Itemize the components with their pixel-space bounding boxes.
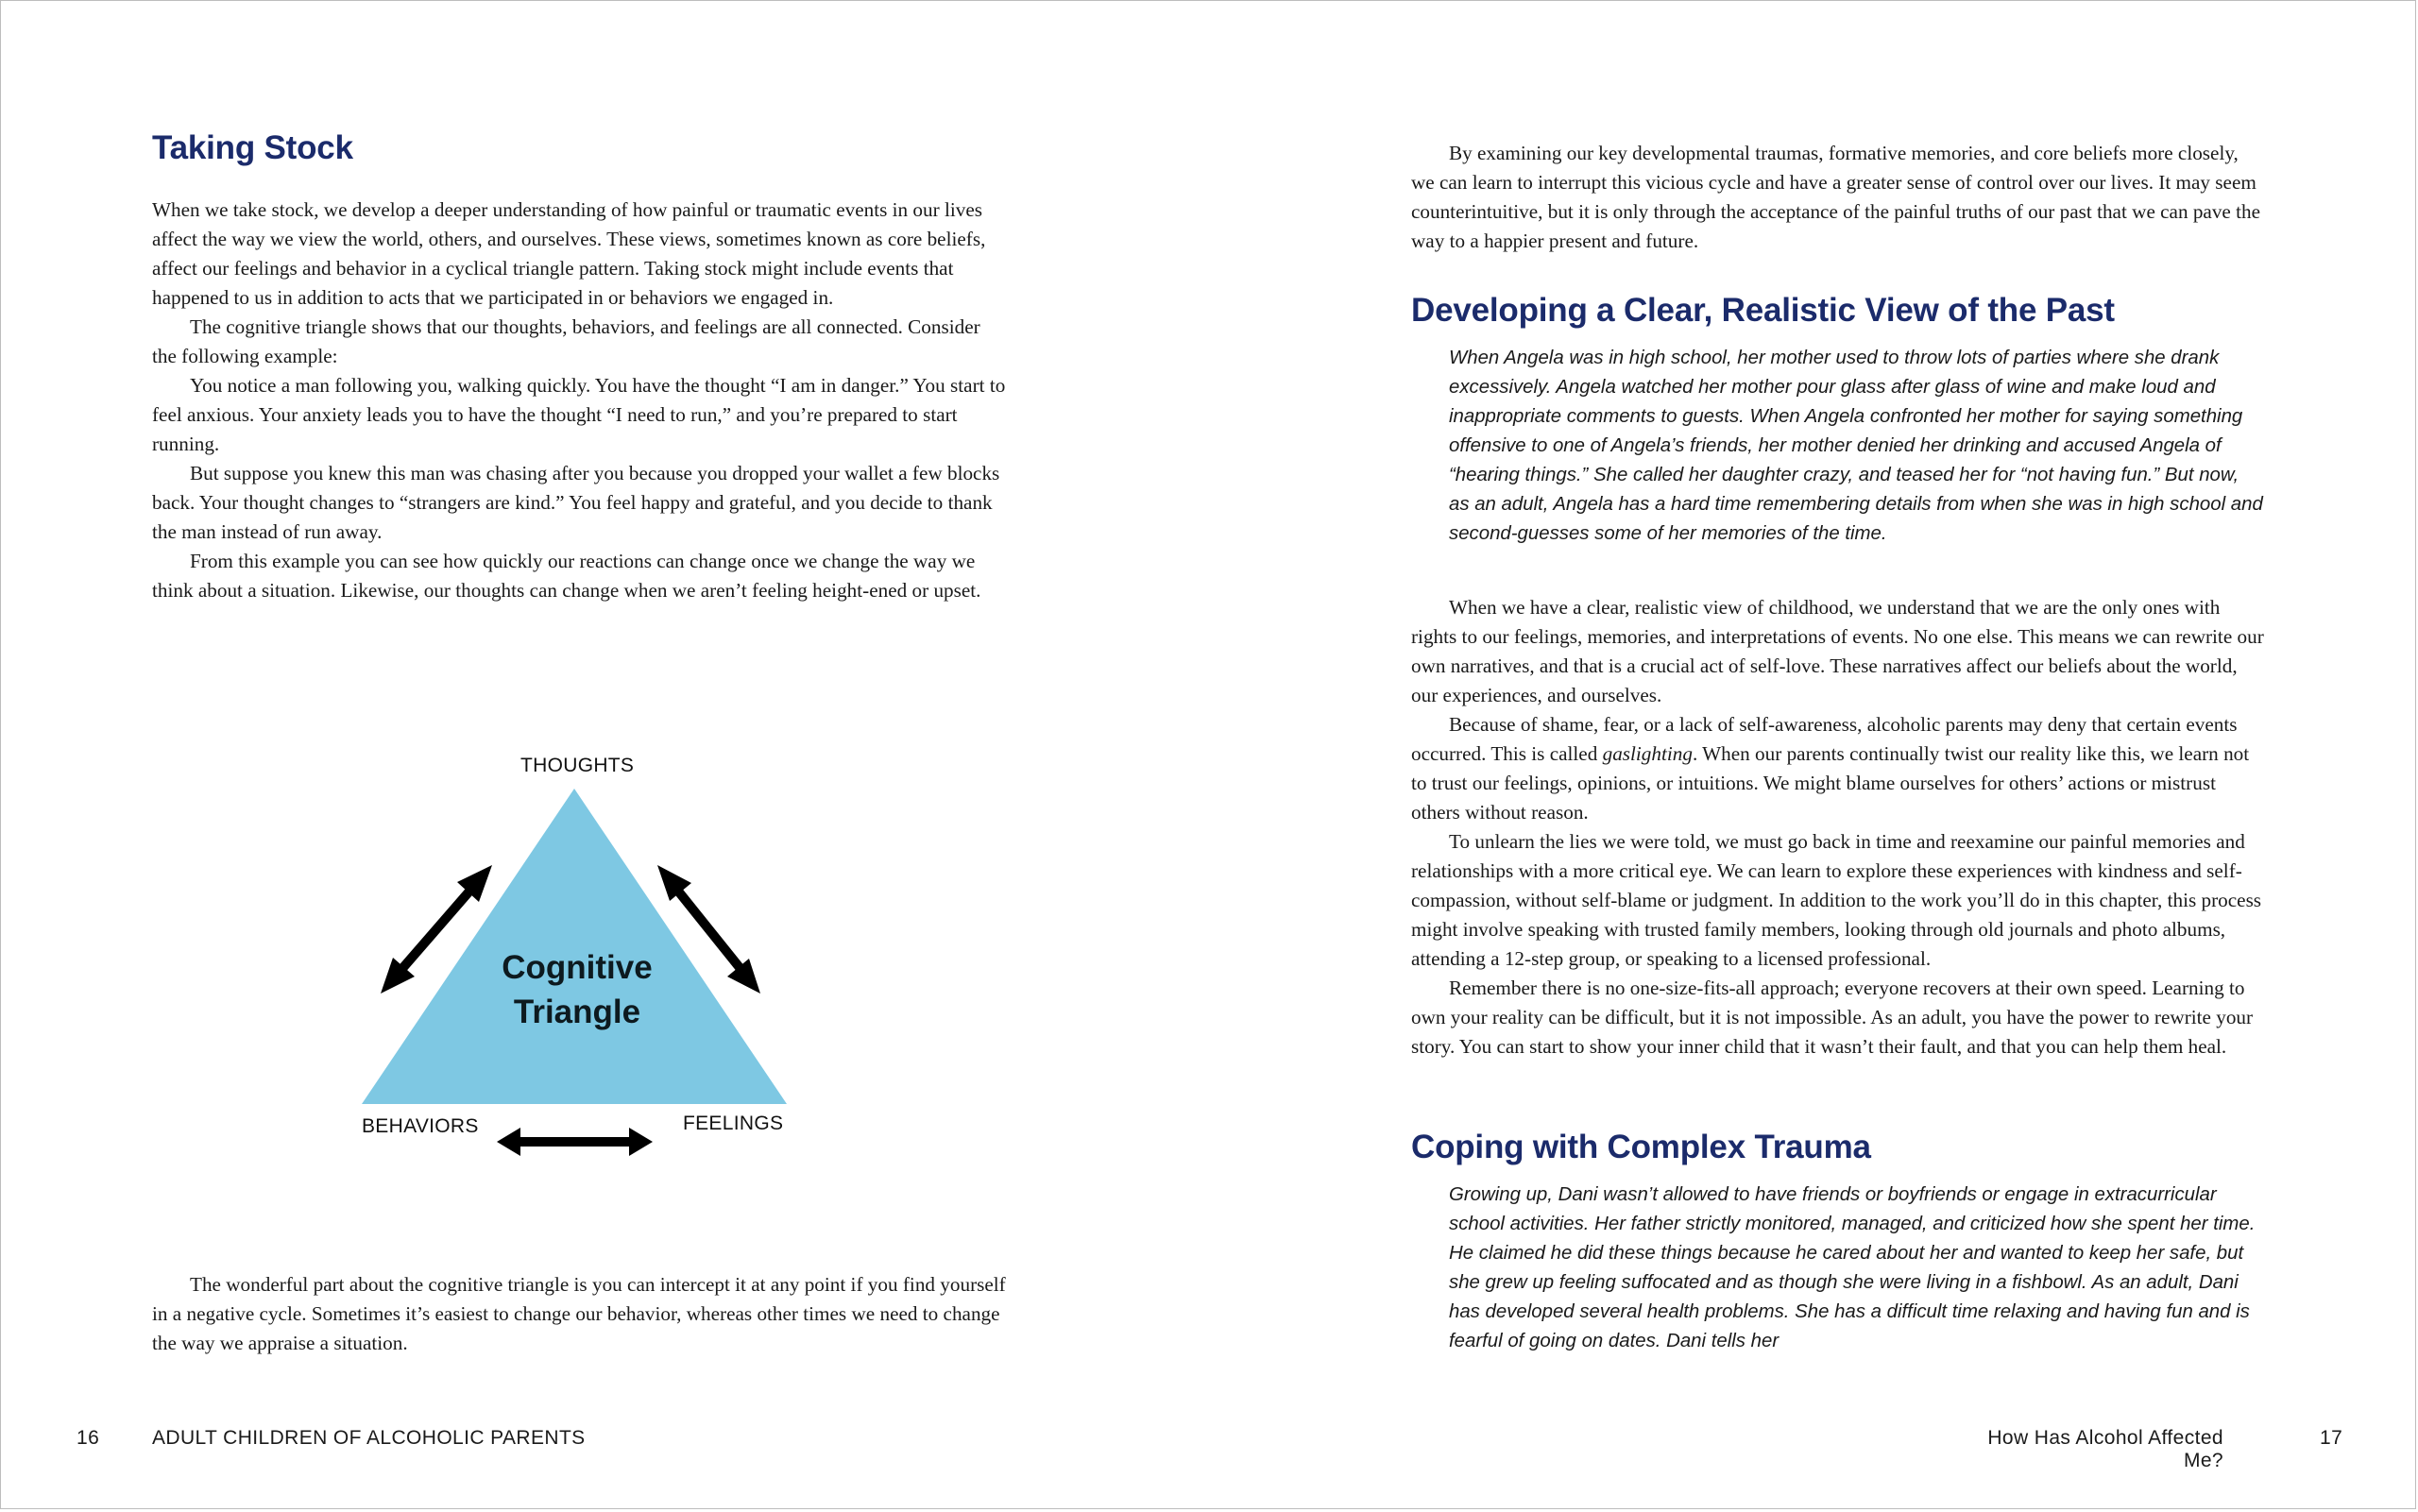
diagram-center-label bbox=[445, 945, 709, 1034]
heading-taking-stock: Taking Stock bbox=[152, 129, 353, 166]
text-run: Because of shame, fear, or a lack of self-awareness, alcoholic parents may deny that certain events occurred. This is called bbox=[1411, 713, 2238, 765]
footer-page-number-right: 17 bbox=[2320, 1427, 2343, 1449]
paragraph: But suppose you knew this man was chasing after you because you dropped your wallet a few blocks back. Your thought changes to “strangers are kind.” You feel happy and grateful, and you decide to thank the man instead of run away. bbox=[152, 462, 1000, 543]
paragraph: From this example you can see how quickly our reactions can change once we change the way we think about a situation. Likewise, our thoughts can change when we aren’t feeling height-ened or upset. bbox=[152, 550, 981, 602]
text-run: . When our parents continually twist our reality like this, we learn not to trust our feelings, opinions, or intuitions. We might blame ourselves for others’ actions or mistrust others without reason. bbox=[1411, 742, 2250, 824]
paragraph: When we have a clear, realistic view of childhood, we understand that we are the only ones with rights to our feelings, memories, and interpretations of events. No one else. This means we can rewrite our own narratives, and that is a crucial act of self-love. These narratives affect our beliefs about the world, our experiences, and ourselves. bbox=[1411, 596, 2264, 706]
paragraph: To unlearn the lies we were told, we must go back in time and reexamine our painful memories and relationships with a more critical eye. We can learn to explore these experiences with kindness and self-compassion, without self-blame or judgment. In addition to the work you’ll do in this chapter, this process might involve speaking with trusted family members, looking through old journals and photo albums, attending a 12-step group, or speaking to a licensed professional. bbox=[1411, 830, 2262, 970]
footer-page-number-left: 16 bbox=[77, 1427, 100, 1449]
center-label-line1: Cognitive bbox=[502, 949, 653, 986]
right-page bbox=[1411, 1, 2343, 1512]
label-feelings: FEELINGS bbox=[683, 1113, 784, 1134]
label-thoughts: THOUGHTS bbox=[520, 755, 635, 776]
left-page bbox=[77, 1, 1007, 1512]
footer-book-title: ADULT CHILDREN OF ALCOHOLIC PARENTS bbox=[152, 1427, 586, 1449]
case-study-dani bbox=[1449, 1181, 2263, 1356]
label-behaviors: BEHAVIORS bbox=[362, 1115, 479, 1137]
paragraph: The wonderful part about the cognitive triangle is you can intercept it at any point if you find yourself in a negative cycle. Sometimes it’s easiest to change our behavior, whereas other times we need to change the way we appraise a situation. bbox=[152, 1273, 1006, 1354]
paragraph bbox=[1411, 710, 2266, 827]
case-text: Growing up, Dani wasn’t allowed to have friends or boyfriends or engage in extracurricular school activities. Her father strictly monitored, managed, and criticized how she spent her time. He claimed he did these things because he cared about her and wanted to keep her safe, but she grew up feeling suffocated and as though she were living in a fishbowl. As an adult, Dani has developed several health problems. She has a difficult time relaxing and having fun and is fearful of going on dates. Dani tells her bbox=[1449, 1184, 2256, 1351]
closing-body bbox=[152, 1270, 1007, 1358]
arrow-behaviors-feelings bbox=[497, 1128, 653, 1156]
paragraph: Remember there is no one-size-fits-all approach; everyone recovers at their own speed. Learning to own your reality can be difficult, but it is not impossible. As an adult, you have the power to rewrite your story. You can start to show your inner child that it wasn’t their fault, and that you can help them heal. bbox=[1411, 977, 2254, 1058]
taking-stock-body bbox=[152, 195, 1007, 605]
paragraph: When we take stock, we develop a deeper understanding of how painful or traumatic events in our lives affect the way we view the world, others, and ourselves. These views, sometimes known as core beliefs, affect our feelings and behavior in a cyclical triangle pattern. Taking stock might include events that happened to us in addition to acts that we participated in or behaviors we engaged in. bbox=[152, 198, 986, 309]
heading-complex-trauma: Coping with Complex Trauma bbox=[1411, 1129, 1871, 1165]
paragraph: By examining our key developmental traumas, formative memories, and core beliefs more closely, we can learn to interrupt this vicious cycle and have a greater sense of control over our lives. It may seem counterintuitive, but it is only through the acceptance of the painful truths of our past that we can pave the way to a happier present and future. bbox=[1411, 142, 2261, 252]
term-gaslighting: gaslighting bbox=[1602, 742, 1693, 765]
paragraph: You notice a man following you, walking quickly. You have the thought “I am in danger.” You start to feel anxious. Your anxiety leads you to have the thought “I need to run,” and you’re prepared to start running. bbox=[152, 374, 1006, 455]
paragraph: The cognitive triangle shows that our thoughts, behaviors, and feelings are all connected. Consider the following example: bbox=[152, 315, 980, 367]
case-study-angela bbox=[1449, 344, 2263, 549]
case-text: When Angela was in high school, her mother used to throw lots of parties where she drank excessively. Angela watched her mother pour glass after glass of wine and make loud and inappropriate comments to guests. When Angela confronted her mother for saying something offensive to one of Angela’s friends, her mother denied her drinking and accused Angela of “hearing things.” She called her daughter crazy, and teased her for “not having fun.” But now, as an adult, Angela has a hard time remembering details from when she was in high school and second-guesses some of her memories of the time. bbox=[1449, 348, 2263, 544]
footer-chapter-title: How Has Alcohol Affected Me? bbox=[1987, 1427, 2223, 1471]
heading-clear-view: Developing a Clear, Realistic View of the Past bbox=[1411, 292, 2115, 329]
clear-view-body bbox=[1411, 593, 2266, 1062]
cognitive-triangle-diagram bbox=[350, 747, 804, 1163]
center-label-line2: Triangle bbox=[513, 994, 641, 1030]
intro-body bbox=[1411, 139, 2266, 256]
